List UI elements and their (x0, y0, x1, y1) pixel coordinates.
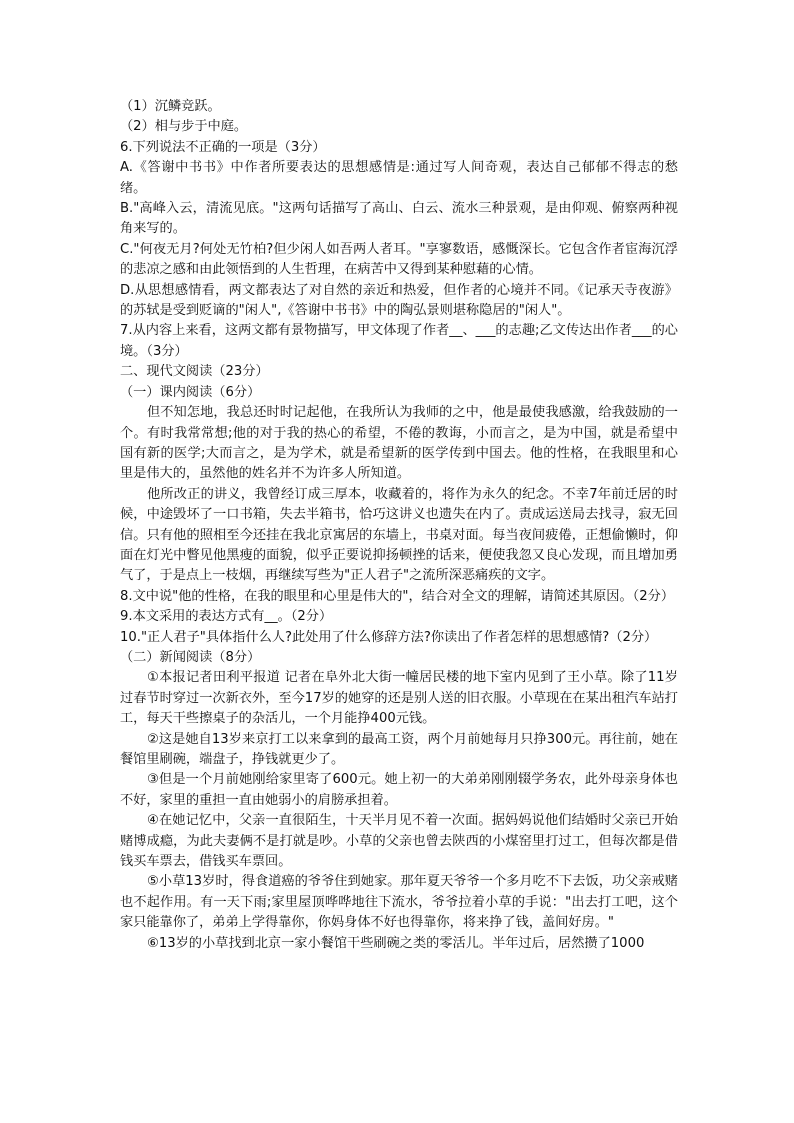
question-8: 8.文中说"他的性格，在我的眼里和心里是伟大的"，结合对全文的理解，请简述其原因。（2分） (120, 588, 675, 604)
news-paragraph-5: ⑤小草13岁时，得食道癌的爷爷住到她家。那年夏天爷爷一个多月吃不下去饭，功父亲戒赌也不起作用。有一天下雨;家里屋顶哗哗地往下流水，爷爷拉着小草的手说："出去打工吧，这个家只能靠你了，弟弟上学得靠你，你妈身体不好也得靠你，将来挣了钱，盖间好房。" (120, 874, 678, 931)
question-10: 10."正人君子"具体指什么人?此处用了什么修辞方法?你读出了作者怎样的思想感情?（2分） (120, 629, 658, 645)
part-heading-news-reading: （二）新闻阅读（8分） (120, 649, 261, 665)
section-heading-modern-reading: 二、现代文阅读（23分） (120, 364, 269, 380)
subquestion-1: （1）沉鳞竞跃。 (120, 99, 221, 114)
passage-paragraph-1: 但不知怎地，我总还时时记起他，在我所认为我师的之中，他是最使我感激，给我鼓励的一个。有时我常常想;他的对于我的热心的希望，不倦的教诲，小而言之，是为中国，就是希望中国有新的医学;大而言之，是为学术，就是希望新的医学传到中国去。他的性格，在我眼里和心里是伟大的，虽然他的姓名并不为许多人所知道。 (120, 405, 678, 482)
option-c: C."何夜无月?何处无竹柏?但少闲人如吾两人者耳。"享寥数语，感慨深长。它包含作者宦海沉浮的悲凉之感和由此领悟到的人生哲理，在病苦中又得到某种慰藉的心情。 (120, 241, 678, 278)
document-page (120, 97, 678, 954)
news-paragraph-1: ①本报记者田利平报道 记者在阜外北大街一幢居民楼的地下室内见到了王小草。除了11岁过春节时穿过一次新衣外，至今17岁的她穿的还是别人送的旧衣服。小草现在在某出租汽车站打工，每天干些擦桌子的杂活儿，一个月能挣400元钱。 (120, 670, 678, 727)
question-7: 7.从内容上来看，这两文都有景物描写，甲文体现了作者__、___的志趣;乙文传达出作者___的心境。（3分） (120, 323, 678, 359)
option-a: A.《答谢中书书》中作者所要表达的思想感情是:通过写人间奇观，表达自己郁郁不得志的愁绪。 (120, 160, 678, 196)
news-paragraph-4: ④在她记忆中，父亲一直很陌生，十天半月见不着一次面。据妈妈说他们结婚时父亲已开始赌博成瘾，为此夫妻俩不是打就是吵。小草的父亲也曾去陕西的小煤窑里打过工，但每次都是借钱买车票去，借钱买车票回。 (120, 813, 678, 870)
passage-paragraph-2: 他所改正的讲义，我曾经订成三厚本，收藏着的，将作为永久的纪念。不幸7年前迁居的时候，中途毁坏了一口书箱，失去半箱书，恰巧这讲义也遗失在内了。责成运送局去找寻，寂无回信。只有他的照相至今还挂在我北京寓居的东墙上，书桌对面。每当夜间疲倦，正想偷懒时，仰面在灯光中瞥见他黑瘦的面貌，似乎正要说抑扬顿挫的话来，便使我忽又良心发现，而且增加勇气了，于是点上一枝烟，再继续写些为"正人君子"之流所深恶痛疾的文字。 (120, 486, 678, 584)
question-6: 6.下列说法不正确的一项是（3分） (120, 139, 326, 155)
news-paragraph-6: ⑥13岁的小草找到北京一家小餐馆干些刷碗之类的零活儿。半年过后，居然攒了1000 (147, 935, 645, 951)
part-heading-in-class-reading: （一）课内阅读（6分） (120, 384, 261, 400)
news-paragraph-3: ③但是一个月前她刚给家里寄了600元。她上初一的大弟弟刚刚辍学务农，此外母亲身体也不好，家里的重担一直由她弱小的肩膀承担着。 (120, 772, 678, 808)
option-d: D.从思想感情看，两文都表达了对自然的亲近和热爱，但作者的心境并不同。《记承天寺夜游》的苏轼是受到贬谪的"闲人",《答谢中书书》中的陶弘景则堪称隐居的"闲人"。 (120, 282, 678, 319)
question-9: 9.本文采用的表达方式有__。（2分） (120, 609, 333, 625)
option-b: B."高峰入云，清流见底。"这两句话描写了高山、白云、流水三种景观，是由仰观、俯察两种视角来写的。 (120, 201, 678, 237)
news-paragraph-2: ②这是她自13岁来京打工以来拿到的最高工资，两个月前她每月只挣300元。再往前，她在餐馆里刷碗，端盘子，挣钱就更少了。 (120, 731, 678, 767)
subquestion-2: （2）相与步于中庭。 (120, 119, 248, 135)
